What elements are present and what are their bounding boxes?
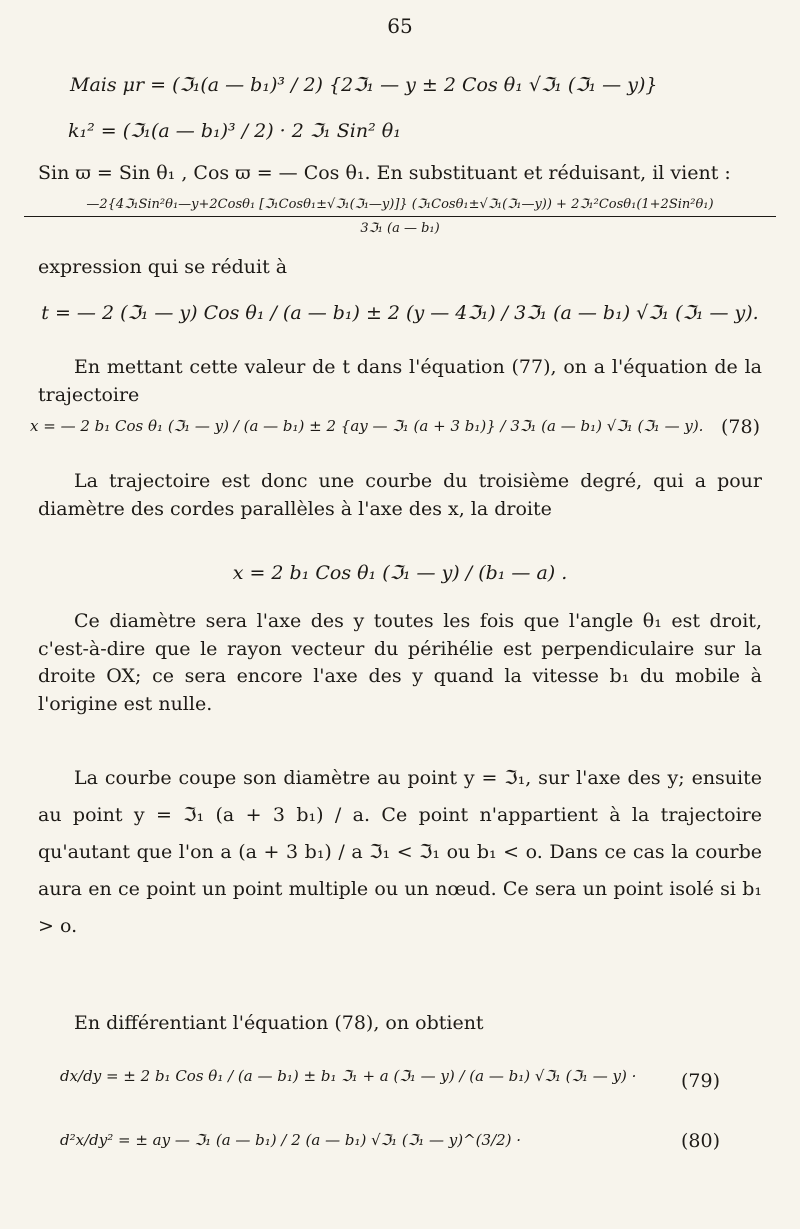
expression-reduit-text: expression qui se réduit à (38, 256, 288, 278)
paragraph-mettant (38, 354, 762, 411)
equation-diametre: x = 2 b₁ Cos θ₁ (ℑ₁ — y) / (b₁ — a) . (232, 562, 568, 584)
paragraph-trajectoire (38, 468, 762, 525)
fraction-bar (24, 216, 776, 217)
page-number: 65 (387, 14, 413, 38)
paragraph-differentiant (38, 1010, 762, 1040)
paragraph-text: Ce diamètre sera l'axe des y toutes les fois que l'angle θ₁ est droit, c'est-à-dire que le rayon vecteur du périhélie est perpendiculaire sur la droite OX; ce sera encore l'axe des y quand la vitesse b₁ du mobile à l'origine est nulle. (38, 610, 762, 715)
sin-varpi-line: Sin ϖ = Sin θ₁ , Cos ϖ = — Cos θ₁. En substituant et réduisant, il vient : (38, 162, 731, 184)
equation-k: k₁² = (ℑ₁(a — b₁)³ / 2) · 2 ℑ₁ Sin² θ₁ (68, 120, 401, 142)
equation-t-full-numerator: —2{4ℑ₁Sin²θ₁—y+2Cosθ₁ [ℑ₁Cosθ₁±√ℑ₁(ℑ₁—y)]} (ℑ₁Cosθ₁±√ℑ₁(ℑ₁—y)) + 2ℑ₁²Cosθ₁(1+2Sin²θ₁) (86, 197, 714, 212)
equation-mu-r: Mais μr = (ℑ₁(a — b₁)³ / 2) {2ℑ₁ — y ± 2 Cos θ₁ √ℑ₁ (ℑ₁ — y)} (70, 74, 658, 96)
paragraph-text: En différentiant l'équation (78), on obtient (74, 1012, 484, 1034)
equation-t-reduced: t = — 2 (ℑ₁ — y) Cos θ₁ / (a — b₁) ± 2 (y — 4ℑ₁) / 3ℑ₁ (a — b₁) √ℑ₁ (ℑ₁ — y). (41, 302, 759, 324)
equation-78: x = — 2 b₁ Cos θ₁ (ℑ₁ — y) / (a — b₁) ± 2 {ay — ℑ₁ (a + 3 b₁)} / 3ℑ₁ (a — b₁) √ℑ₁ (ℑ₁ — y). (30, 417, 704, 435)
equation-number-79: (79) (680, 1070, 720, 1092)
paragraph-text: La courbe coupe son diamètre au point y = ℑ₁, sur l'axe des y; ensuite au point y = ℑ₁ (a + 3 b₁) / a. Ce point n'appartient à la trajectoire qu'autant que l'on a (a + 3 b₁) / a ℑ₁ < ℑ₁ ou b₁ < o. Dans ce cas la courbe aura en ce point un point multiple ou un nœud. Ce sera un point isolé si b₁ > o. (38, 767, 762, 938)
paragraph-coupe (38, 760, 762, 947)
paragraph-text: En mettant cette valeur de t dans l'équation (77), on a l'équation de la trajectoire (38, 356, 762, 406)
equation-79: dx/dy = ± 2 b₁ Cos θ₁ / (a — b₁) ± b₁ ℑ₁ + a (ℑ₁ — y) / (a — b₁) √ℑ₁ (ℑ₁ — y) · (60, 1067, 637, 1085)
equation-t-full-denominator: 3ℑ₁ (a — b₁) (360, 221, 440, 236)
equation-number-80: (80) (680, 1130, 720, 1152)
paragraph-diametre (38, 608, 762, 720)
paragraph-text: La trajectoire est donc une courbe du troisième degré, qui a pour diamètre des cordes parallèles à l'axe des x, la droite (38, 470, 762, 520)
equation-number-78: (78) (720, 416, 760, 438)
equation-80: d²x/dy² = ± ay — ℑ₁ (a — b₁) / 2 (a — b₁) √ℑ₁ (ℑ₁ — y)^(3/2) · (60, 1131, 522, 1149)
